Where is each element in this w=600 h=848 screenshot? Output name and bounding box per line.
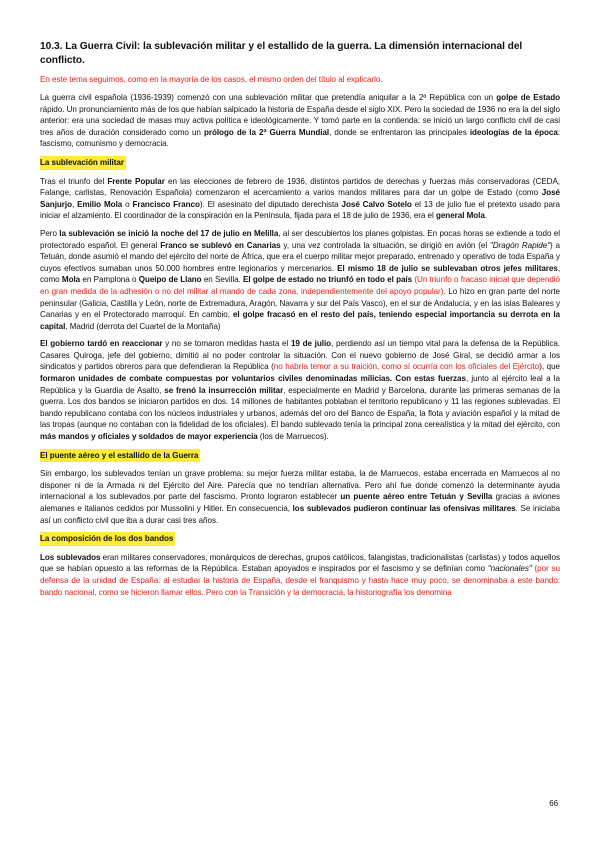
paragraph-puente-aereo: Sin embargo, los sublevados tenían un grave problema: su mejor fuerza militar estaba, la de Marruecos, estaba encerrada en Marruecos al no disponer ni de la Armada ni del Ejército del Aire. Parecía que no tendrían alternativa. Pero ahí fue donde comenzó la determinante ayuda internacional a los sublevados por parte del fascismo. Pronto lograron establecer un puente aéreo entre Tetuán y Sevilla gracias a aviones alemanes e italianos cedidos por Mussolini y Hitler. En consecuencia, los sublevados pudieron continuar las ofensivas militares. Se iniciaba así un conflicto civil que iba a durar casi tres años. — [40, 469, 561, 525]
section-heading-sublevacion: La sublevación militar — [40, 156, 126, 170]
section-heading-composicion: La composición de los dos bandos — [40, 532, 175, 546]
paragraph-gobierno-reaccion: El gobierno tardó en reaccionar y no se tomaron medidas hasta el 19 de julio, perdiendo así un tiempo vital para la defensa de la República. Casares Quiroga, jefe del gobierno, dimitió al no poder controlar la situación. Con el nuevo gobierno de José Giral, se decidió armar a los sindicatos y partidos obreros para que defendieran la República (no habría temor a su traición, como sí ocurría con los oficiales del Ejército), que formaron unidades de combate compuestas por voluntarios civiles denominadas milicias. Con estas fuerzas, junto al ejército leal a la República y la Guardia de Asalto, se frenó la insurrección militar, especialmente en Madrid y Barcelona, durante las primeras semanas de la guerra. Los dos bandos se iniciaron partidos en dos. 14 millones de habitantes poblaban el territorio republicano y 11 las regiones sublevadas. El bando republicano contaba con los núcleos industriales y urbanos, además del oro del Banco de España, la flota y aviación español y la mitad de las tropas (aunque no contaban con la fidelidad de los oficiales). El bando sublevado tenía la principal zona cerealística y la mitad del ejército, con más mandos y oficiales y soldados de mayor experiencia (los de Marruecos). — [40, 339, 561, 442]
page-title: 10.3. La Guerra Civil: la sublevación militar y el estallido de la guerra. La dimensión internacional del conflicto. — [40, 41, 523, 67]
paragraph-frente-popular: Tras el triunfo del Frente Popular en las elecciones de febrero de 1936, distintos partidos de derechas y fuerzas más conservadoras (CEDA, Falange, carlistas, Renovación Española) comenzaron el acercamiento a varios mandos militares para dar un golpe de Estado (como José Sanjurjo, Emilio Mola o Francisco Franco). El asesinato del diputado derechista José Calvo Sotelo el 13 de julio fue el pretexto usado para iniciar el alzamiento. El coordinador de la conspiración en la Península, fijada para el 18 de julio de 1936, era el general Mola. — [40, 176, 561, 221]
intro-note: En este tema seguimos, como en la mayoría de los casos, el mismo orden del título al explicarlo. — [40, 75, 383, 85]
paragraph-sublevacion-melilla: Pero la sublevación se inició la noche del 17 de julio en Melilla, al ser descubiertos los planes golpistas. En pocas horas se extiende a todo el protectorado español. El general Franco se sublevó en Canarias y, una vez controlada la situación, se dirigió en avión (el "Dragón Rapide") a Tetuán, donde asumió el mando del ejército del norte de África, que era el cuerpo militar mejor preparado, entrenado y operativo de toda España y cuyos efectivos sumaban unos 50.000 hombres entre legionarios y mercenarios. El mismo 18 de julio se sublevaban otros jefes militares, como Mola en Pamplona o Queipo de Llano en Sevilla. El golpe de estado no triunfó en todo el país (Un triunfo o fracaso inicial que dependió en gran medida de la adhesión o no del militar al mando de cada zona, independientemente del apoyo popular). Lo hizo en gran parte del norte peninsular (Galicia, Castilla y León, norte de Extremadura, Aragón, Navarra y sur del País Vasco), en el sur de Andalucía, y en las islas Baleares y Canarias y en el Protectorado marroquí. En cambio, el golpe fracasó en el resto del país, teniendo especial importancia su derrota en la capital, Madrid (derrota del Cuartel de la Montaña) — [40, 228, 561, 331]
paragraph-sublevados: Los sublevados eran militares conservadores, monárquicos de derechas, grupos católicos, falangistas, tradicionalistas (carlistas) y todos aquellos que se habían opuesto a las reformas de la República. Estaban apoyados e inspirados por el fascismo y se definían como "nacionales" (por su defensa de la unidad de España: al estudiar la historia de España, desde el franquismo y hasta hace muy poco, se denominaba a este bando: bando nacional, como se hicieron llamar ellos. Pero con la Transición y la democracia, la historiografía los denomina — [40, 552, 560, 597]
page-number: 66 — [549, 799, 558, 808]
section-heading-puente-aereo: El puente aéreo y el estallido de la Guerra — [40, 449, 200, 463]
paragraph-intro: La guerra civil española (1936-1939) comenzó con una sublevación militar que pretendía aniquilar a la 2ª República con un golpe de Estado rápido. Un pronunciamiento más de los que habían salpicado la historia de España desde el siglo XIX. Pero la sociedad de 1936 no era la del siglo anterior: era una sociedad de masas muy activa política e ideológicamente. Y tomó parte en la contienda: se inició un largo conflicto civil de casi tres años de duración considerado como un prólogo de la 2ª Guerra Mundial, donde se enfrentaron las principales ideologías de la época: fascismo, comunismo y democracia. — [40, 93, 561, 149]
